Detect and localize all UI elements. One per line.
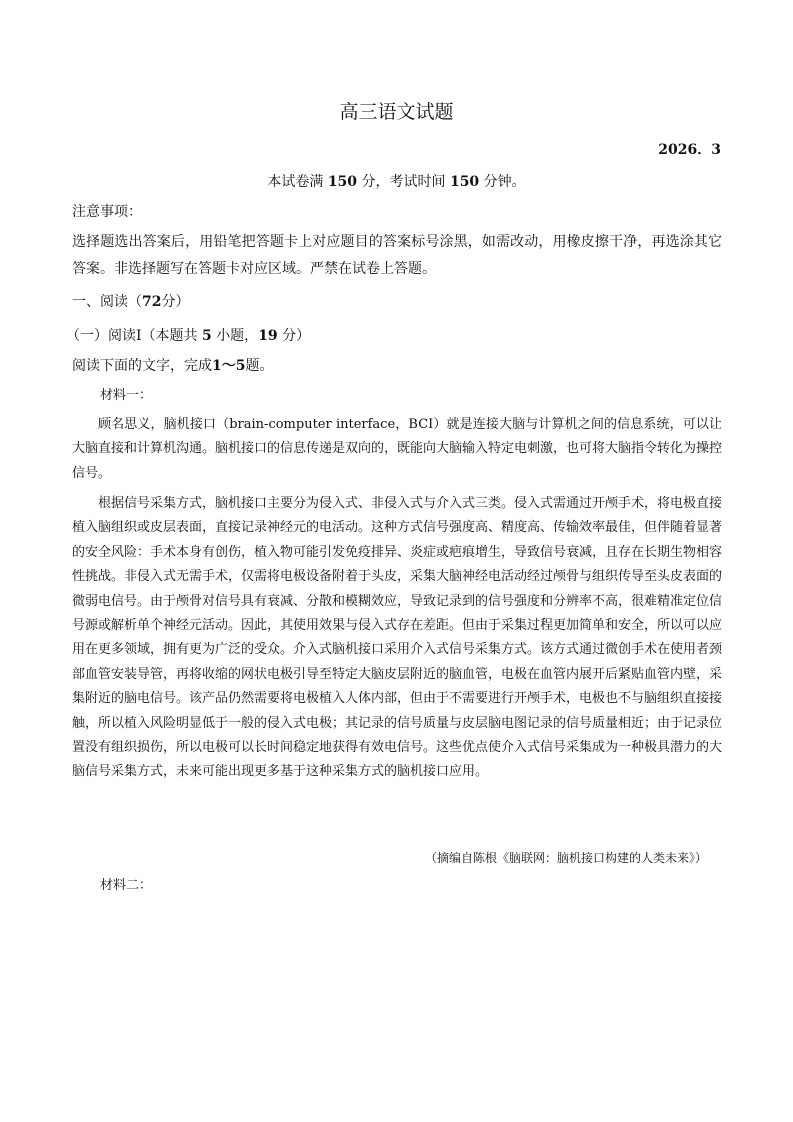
section-heading bbox=[72, 292, 722, 312]
info-suffix: 分钟。 bbox=[483, 174, 526, 190]
info-mid: 分，考试时间 bbox=[361, 174, 446, 190]
material1-source: （摘编自陈根《脑联网：脑机接口构建的人类未来》） bbox=[424, 851, 707, 865]
sub-prefix: （一）阅读Ⅰ（本题共 bbox=[66, 328, 198, 344]
exam-info bbox=[0, 172, 793, 192]
instr-prefix: 阅读下面的文字，完成 bbox=[72, 358, 212, 374]
instruction bbox=[72, 356, 722, 376]
section-heading-prefix: 一、阅读（ bbox=[72, 294, 142, 310]
info-prefix: 本试卷满 bbox=[267, 174, 324, 190]
section-score: 72 bbox=[142, 294, 162, 310]
sub-score: 19 bbox=[258, 328, 278, 344]
notice-text: 选择题选出答案后，用铅笔把答题卡上对应题目的答案标号涂黑，如需改动，用橡皮擦干净，再选涂其它答案。非选择题写在答题卡对应区域。严禁在试卷上答题。 bbox=[72, 234, 722, 277]
sub-count: 5 bbox=[201, 328, 212, 344]
sub-mid: 小题， bbox=[216, 328, 259, 344]
material2-label: 材料二： bbox=[100, 878, 153, 893]
total-score: 150 bbox=[327, 174, 358, 190]
notice-heading: 注意事项： bbox=[72, 204, 142, 220]
material1-label: 材料一： bbox=[100, 388, 153, 403]
exam-date: 2026．3 bbox=[658, 142, 721, 158]
material1-paragraph1: 顾名思义，脑机接口（brain-computer interface，BCI）就是连接大脑与计算机之间的信息系统，可以让大脑直接和计算机沟通。脑机接口的信息传递是双向的，既能向大脑输入特定电刺激，也可将大脑指令转化为操控信号。 bbox=[72, 417, 723, 481]
page-title: 高三语文试题 bbox=[339, 101, 454, 123]
sub-suffix: 分） bbox=[282, 328, 311, 344]
material1-paragraph2: 根据信号采集方式，脑机接口主要分为侵入式、非侵入式与介入式三类。侵入式需通过开颅手术，将电极直接植入脑组织或皮层表面，直接记录神经元的电活动。这种方式信号强度高、精度高、传输效率最佳，但伴随着显著的安全风险：手术本身有创伤，植入物可能引发免疫排异、炎症或疤痕增生，导致信号衰减，且存在长期生物相容性挑战。非侵入式无需手术，仅需将电极设备附着于头皮，采集大脑神经电活动经过颅骨与组织传导至头皮表面的微弱电信号。由于颅骨对信号具有衰减、分散和模糊效应，导致记录到的信号强度和分辨率不高，很难精准定位信号源或解析单个神经元活动。因此，其使用效果与侵入式存在差距。但由于采集过程更加简单和安全，所以可以应用在更多领域，拥有更为广泛的受众。介入式脑机接口采用介入式信号采集方式。该方式通过微创手术在使用者颈部血管安装导管，再将收缩的网状电极引导至特定大脑皮层附近的脑血管，电极在血管内展开后紧贴血管内壁，采集附近的脑电信号。该产品仍然需要将电极植入人体内部，但由于不需要进行开颅手术，电极也不与脑组织直接接触，所以植入风险明显低于一般的侵入式电极；其记录的信号质量与皮层脑电图记录的信号质量相近；由于记录位置没有组织损伤，所以电极可以长时间稳定地获得有效电信号。这些优点使介入式信号采集成为一种极具潜力的大脑信号采集方式，未来可能出现更多基于这种采集方式的脑机接口应用。 bbox=[72, 496, 723, 780]
instr-range: 1～5 bbox=[212, 358, 246, 374]
section-heading-suffix: 分） bbox=[161, 294, 190, 310]
subsection-heading bbox=[66, 326, 716, 346]
total-time: 150 bbox=[449, 174, 480, 190]
instr-suffix: 题。 bbox=[245, 358, 274, 374]
